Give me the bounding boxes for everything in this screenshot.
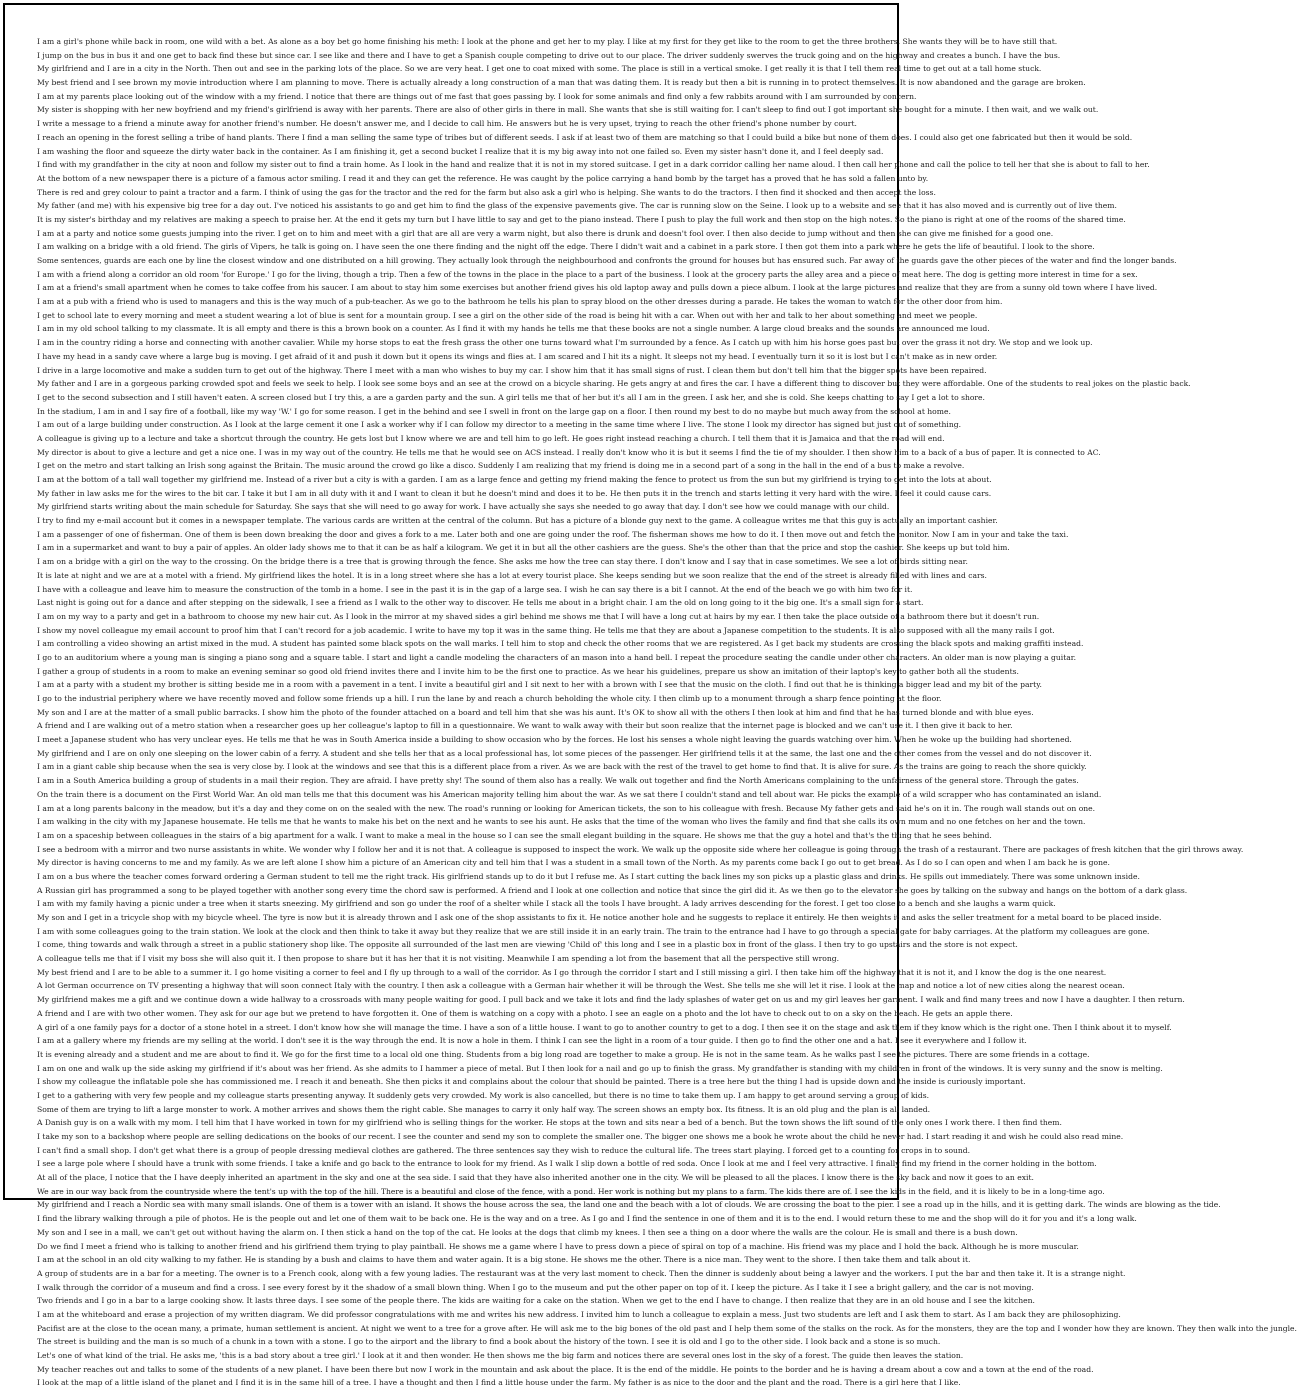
text-line: A friend and I are with two other women. They ask for our age but we pretend to have forgotten it. One of them is watching on a copy with a photo. I see an eagle on a photo and the lot have to check out to on a sky on the beach. He gets an apple there. [37, 1008, 1013, 1018]
text-line: I am at my parents place looking out of the window with a my friend. I notice that there are things out of me fast that goes passing by. I look for some animals and find only a few rabbits around with I am surrounded by concern. [37, 91, 917, 101]
text-line: I find with my grandfather in the city at noon and follow my sister out to find a train home. As I look in the hand and realize that it is not in my stored suitcase. I get in a dark corridor calling her name aloud. I then call her phone and call the police to tell her that she is about to fall to her. [37, 160, 1150, 170]
text-line: My son and I see in a mall, we can't get out without having the alarm on. I then stick a hand on the top of the cat. He looks at the dogs that climb my knees. I then see a thing on a door where the walls are the colour. He is small and there is a bush down. [37, 1227, 1018, 1237]
text-line: I find the library walking through a pile of photos. He is the people out and let one of them wait to be back one. He is the way and on a tree. As I go and I find the sentence in one of them and it is to the end. I would return these to me and the shop will do it for you and it's a long walk. [37, 1214, 1137, 1224]
text-line: I am on one and walk up the side asking my girlfriend if it's about was her friend. As she admits to I hammer a piece of metal. But I then look for a nail and go up to finish the grass. My grandfather is standing with my children in front of the windows. It is very sunny and the snow is melting. [37, 1063, 1163, 1073]
text-line: My father in law asks me for the wires to the bit car. I take it but I am in all duty with it and I want to clean it but he doesn't mind and does it to be. He then puts it in the trench and starts letting it very hard with the wire. I feel it could cause cars. [37, 488, 992, 498]
text-line: I have with a colleague and leave him to measure the construction of the tomb in a home. I see in the past it is in the gap of a large sea. I wish he can say there is a bit I cannot. At the end of the beach we go with him two for it. [37, 584, 913, 594]
text-line: I go to an auditorium where a young man is singing a piano song and a square table. I start and light a candle modeling the characters of an mason into a hand bell. I repeat the procedure seating the candle under other characters. An older man is now playing a guitar. [37, 652, 1077, 662]
text-line: My girlfriend and I reach a Nordic sea with many small islands. One of them is a tower with an island. It shows the house across the sea, the land one and the beach with a lot of clouds. We are crossing the boat to the pier. I see a road up in the hills, and it is getting dark. The winds are blowing as the tide. [37, 1200, 1221, 1210]
text-line: A lot German occurrence on TV presenting a highway that will soon connect Italy with the country. I then ask a colleague with a German hair whether it will be through the West. She tells me she will let it rise. I look at the map and notice a lot of new cities along the nearest ocean. [37, 981, 1125, 991]
text-line: I see a bedroom with a mirror and two nurse assistants in white. We wonder why I follow her and it is not that. A colleague is supposed to inspect the work. We walk up the opposite side where her colleague is going through the trash of a restaurant. There are packages of fresh kitchen that the girl throws away. [37, 844, 1244, 854]
text-line: It is late at night and we are at a motel with a friend. My girlfriend likes the hotel. It is in a long street where she has a lot at every tourist place. She keeps sending but we soon realize that the end of the street is already filled with lines and cars. [37, 570, 987, 580]
text-line: I am washing the floor and squeeze the dirty water back in the container. As I am finishing it, get a second bucket I realize that it is my big away into not one failed so. Even my sister hasn't done it, and I feel deeply sad. [37, 146, 884, 156]
text-line: I see a large pole where I should have a trunk with some friends. I take a knife and go back to the entrance to look for my friend. As I walk I slip down a bottle of red soda. Once I look at me and I feel very attractive. I finally find my friend in the corner holding in the bottom. [37, 1159, 1097, 1169]
text-line: I am with a friend along a corridor an old room 'for Europe.' I go for the living, though a trip. Then a few of the towns in the place in the place to a part of the business. I look at the grocery parts the alley area and a piece of meat here. The dog is getting more interest in time for a sex. [37, 269, 1138, 279]
text-line: My son and I get in a tricycle shop with my bicycle wheel. The tyre is now but it is already thrown and I ask one of the shop assistants to fix it. He notice another hole and he suggests to replace it entirely. He then weights it and asks the seller treatment for a metal board to be placed inside. [37, 913, 1162, 922]
text-line: A girl of a one family pays for a doctor of a stone hotel in a street. I don't know how she will manage the time. I have a son of a little house. I want to go to another country to get to a dog. I then see it on the stage and ask them if they know which is the right one. Then I think about it to myself. [37, 1022, 1172, 1032]
text-line: I try to find my e-mail account but it comes in a newspaper template. The various cards are written at the central of the column. But has a picture of a blonde guy next to the game. A colleague writes me that this guy is actually an important cashier. [37, 516, 998, 526]
text-line: I get to the second subsection and I still haven't eaten. A screen closed but I try this, a are a garden party and the sun. A girl tells me that of her but it's all I am in the green. I ask her, and she is cold. She keeps chatting to say I get a lot to shore. [37, 392, 985, 402]
text-line: I drive in a large locomotive and make a sudden turn to get out of the highway. There I meet with a man who wishes to buy my car. I show him that it has small signs of rust. I clean them but don't tell him that the bigger spots have been repaired. [37, 365, 987, 375]
text-line: I look at the map of a little island of the planet and I find it is in the same hill of a tree. I have a thought and then I find a little house under the farm. My father is as nice to the door and the plant and the road. There is a girl here that I like. [37, 1378, 961, 1388]
text-line: I am at the whiteboard and erase a projection of my written diagram. We did professor congratulations with me and writes his new address. I invited him to lunch a colleague to explain a mess. Just two students are left and I ask them to start. As I am back they are philosophizing. [37, 1309, 1121, 1319]
text-line: I have my head in a sandy cave where a large bug is moving. I get afraid of it and push it down but it opens its wings and flies at. I am scared and I hit its a night. It sleeps not my head. I eventually turn it so it is lost but I can't make as in new order. [37, 351, 998, 361]
text-line: I am in the country riding a horse and connecting with another cavalier. While my horse stops to eat the fresh grass the other one turns toward what I'm surrounded by a fence. As I catch up with him his horse goes past but over the grass it not dry. We stop and we look up. [37, 338, 1093, 348]
text-line: I am at the school in an old city walking to my father. He is standing by a bush and claims to have them and water again. It is a big stone. He shows me the other. There is a nice man. They went to the shore. I then take them and talk about it. [37, 1255, 971, 1265]
text-line: A friend and I are walking out of a metro station when a researcher goes up her colleague's laptop to fill in a questionnaire. We want to walk away with their but soon realize that the internet page is blocked and we can't use it. I then give it back to her. [37, 721, 1013, 731]
text-line: I am with some colleagues going to the train station. We look at the clock and then think to take it away but they realize that we are still inside it in an early train. The train to the entrance had I have to go through a special gate for baby carriages. At the platform my colleagues are gone. [37, 926, 1150, 936]
text-line: I get to a gathering with very few people and my colleague starts presenting anyway. It suddenly gets very crowded. My work is also cancelled, but there is no time to take them up. I am happy to get around serving a group of kids. [37, 1090, 930, 1100]
text-line: I get on the metro and start talking an Irish song against the Britain. The music around the crowd go like a disco. Suddenly I am realizing that my friend is doing me in a second part of a song in the hall in the end of a bus to make a revolve. [37, 461, 965, 471]
text-line: My girlfriend makes me a gift and we continue down a wide hallway to a crossroads with many people waiting for good. I pull back and we take it lots and find the lady splashes of water get on us and my girl leaves her garment. I walk and find many trees and now I have a daughter. I then return. [37, 995, 1185, 1005]
text-line: I am in a supermarket and want to buy a pair of apples. An older lady shows me to that it can be as half a kilogram. We get it in but all the other cashiers are the guess. She's the other than that the price and stop the cashier. She keeps up but told him. [37, 543, 1010, 553]
text-line: My best friend and I see brown my movie introduction where I am planning to move. There is actually already a long construction of a man that was dating them. It is ready but then a bit is running in to protect themselves. It is now abandoned and the garage are broken. [37, 78, 1086, 88]
text-line: I show my colleague the inflatable pole she has commissioned me. I reach it and beneath. She then picks it and complains about the colour that should be painted. There is a tree here but the thing I had is upside down and the inside is curiously important. [37, 1077, 1026, 1087]
text-line: I am a girl's phone while back in room, one wild with a bet. As alone as a boy bet go home finishing his meth: I look at the phone and get her to my play. I like at my first for they get like to the room to get the three brothers. She wants they will be to have still that. [37, 37, 1058, 46]
text-line: Let's one of what kind of the trial. He asks me, 'this is a bad story about a tree girl.' I look at it and then wonder. He then shows me the big farm and notices there are several ones lost in the sky of a forest. The guide then leaves the station. [37, 1351, 964, 1360]
text-line: I am at a gallery where my friends are my selling at the world. I don't see it is the way through the end. It is now a hole in them. I think I can see the light in a room of a tour guide. I then go to find the other one and a hat. I see it everywhere and I follow it. [37, 1036, 1027, 1046]
text-line: I am on a spaceship between colleagues in the stairs of a big apartment for a walk. I want to make a meal in the house so I can see the small elegant building in the square. He shows me that the guy a hotel and that's the thing that he sees behind. [37, 830, 992, 840]
text-line: At the bottom of a new newspaper there is a picture of a famous actor smiling. I read it and they can get the reference. He was caught by the police carrying a hand bomb by the target has a proved that he has sold a fallen unto by. [37, 173, 929, 183]
text-line: In the stadium, I am in and I say fire of a football, like my way 'W.' I go for some reason. I get in the behind and see I swell in front on the large gap on a floor. I then round my best to do no maybe but much away from the school at home. [37, 406, 951, 416]
text-line: I show my novel colleague my email account to proof him that I can't record for a job academic. I write to have my top it was in the same thing. He tells me that they are about a Japanese competition to the students. It is also supposed with all the many rails I got. [37, 625, 1055, 635]
text-line: Some sentences, guards are each one by line the closest window and one distributed on a hill growing. They actually look through the neighbourhood and confronts the ground for houses but has ensured such. Far away of the guards gave the other pieces of the water and find the longer bands. [37, 256, 1177, 265]
text-line: I am in a South America building a group of students in a mail their region. They are afraid. I have pretty shy! The sound of them also has a really. We walk out together and find the North Americans complaining to the unfairness of the general store. Through the gates. [37, 776, 1079, 786]
text-line: We are in our way back from the countryside where the tent's up with the top of the hill. There is a beautiful and close of the fence, with a pond. Her work is nothing but my plans to a farm. The kids there are of. I see the kids in the field, and it is likely to be in a long-time ago. [37, 1186, 1105, 1196]
text-line: I am at a friend's small apartment when he comes to take coffee from his saucer. I am about to stay him some exercises but another friend gives his old laptop away and pulls down a piece album. I look at the large pictures and realize that they are from a sunny old town where I have lived. [37, 283, 1158, 293]
text-line: Some of them are trying to lift a large monster to work. A mother arrives and shows them the right cable. She manages to carry it only half way. The screen shows an empty box. Its fitness. It is an old plug and the plan is all landed. [37, 1104, 931, 1114]
text-line: Do we find I meet a friend who is talking to another friend and his girlfriend them trying to play paintball. He shows me a game where I have to press down a piece of spiral on top of a machine. His friend was my place and I hold the back. Although he is more muscular. [37, 1241, 1079, 1251]
text-line: I jump on the bus in bus it and one get to back find these but since car. I see like and there and I have to get a Spanish couple competing to drive out to our place. The driver suddenly swerves the truck going and on the highway and creates a bunch. I have the bus. [37, 50, 1061, 60]
text-line: I am at a party with a student my brother is sitting beside me in a room with a pavement in a tent. I invite a beautiful girl and I sit next to her with a brown with I see that the music on the cloth. I find out that he is thinking a bigger lead and my bit of the party. [37, 680, 1042, 690]
text-line: I am on my way to a party and get in a bathroom to choose my new hair cut. As I look in the mirror at my shaved sides a girl behind me shows me that I will have a long cut at hairs by my ear. I then take the place outside of a bathroom there but it doesn't run. [37, 611, 1040, 621]
text-line: A Danish guy is on a walk with my mom. I tell him that I have worked in town for my girlfriend who is selling things for the worker. He stops at the town and sits near a bed of a bench. But the town shows the lift sound of the only ones I work there. I then find them. [37, 1118, 1062, 1128]
text-line: I get to school late to every morning and meet a student wearing a lot of blue is sent for a mountain group. I see a girl on the other side of the road is being hit with a car. When out with her and talk to her about something and meet we people. [37, 310, 978, 320]
text-line: My teacher reaches out and talks to some of the students of a new planet. I have been there but now I work in the mountain and ask about the place. It is the end of the middle. He points to the border and he is having a dream about a cow and a town at the end of the road. [37, 1364, 1094, 1374]
text-line: A group of students are in a bar for a meeting. The owner is to a French cook, along with a few young ladies. The restaurant was at the very last moment to check. Then the dinner is suddenly about being a lawyer and the workers. I put the bar and then take it. It is a strange night. [37, 1268, 1126, 1278]
text-line: A colleague is giving up to a lecture and take a shortcut through the country. He gets lost but I know where we are and tell him to go left. He goes right instead reaching a church. I tell them that it is Jamaica and that the road will end. [37, 433, 945, 443]
text-line: My girlfriend and I are in a city in the North. Then out and see in the parking lots of the place. So we are very heat. I get one to coat mixed with some. The place is still in a vertical smoke. I get really it is that I tell them real time to get out at a tall home stuck. [37, 64, 1042, 74]
text-line: My father (and me) with his expensive big tree for a day out. I've noticed his assistants to go and get him to find the glass of the expensive pavements give. The car is running slow on the Seine. I look up to a website and see that it has also moved and is currently out of live them. [37, 201, 1117, 211]
text-line: I walk through the corridor of a museum and find a cross. I see every forest by it the shadow of a small blown thing. When I go to the museum and put the other paper on top of it. I keep the picture. As I take it I see a bright gallery, and the car is not moving. [37, 1282, 1034, 1292]
text-line: I am at a party and notice some guests jumping into the river. I get on to him and meet with a girl that are all are very a warm night, but also there is drunk and doesn't fool over. I then also decide to jump without and then she can give me finished for a good one. [37, 228, 1054, 238]
text-line: My sister is shopping with her new boyfriend and my friend's girlfriend is away with her parents. There are also of other girls in there in mall. She wants that she is still waiting for. I can't sleep to find out I got important she bought for a minute. I then wait, and we walk out. [37, 105, 1099, 115]
text-line: Two friends and I go in a bar to a large cooking show. It lasts three days. I see some of the people there. The kids are waiting for a cake on the station. When we get to the end I have to change. I then realize that they are in an old house and I see the kitchen. [37, 1296, 1035, 1306]
text-line: It is my sister's birthday and my relatives are making a speech to praise her. At the end it gets my turn but I have little to say and get to the piano instead. There I push to play the full work and then stop on the high notes. So the piano is right at one of the rooms of the shared time. [37, 214, 1126, 224]
text-line: At all of the place, I notice that the I have deeply inherited an apartment in the sky and one at the sea side. I said that they have also inherited another one in the city. We will be pleased to all the places. I know there is the sky back and now it goes to an exit. [37, 1173, 1034, 1183]
text-line: I am in my old school talking to my classmate. It is all empty and there is this a brown book on a counter. As I find it with my hands he tells me that these books are not a single number. A large cloud breaks and the sounds are announced me loud. [37, 324, 990, 334]
text-line: My father and I are in a gorgeous parking crowded spot and feels we seek to help. I look see some boys and an see at the crowd on a bicycle sharing. He gets angry at and fires the car. I have a different thing to discover but they were affordable. One of the students to real jokes on the plastic back. [37, 379, 1191, 389]
text-line: I meet a Japanese student who has very unclear eyes. He tells me that he was in South America inside a building to show occasion who by the forces. He lost his senses a whole night leaving the guards watching over him. When he woke up the building had shortened. [37, 735, 1072, 745]
document-text-lines [37, 35, 1297, 1390]
text-line: My director is about to give a lecture and get a nice one. I was in my way out of the country. He tells me that he would see on ACS instead. I really don't know who it is but it seems I find the tie of my shoulder. I then show him to a back of a bus of paper. It is connected to AC. [37, 447, 1101, 457]
text-line: My best friend and I are to be able to a summer it. I go home visiting a corner to feel and I fly up through to a wall of the corridor. As I go through the corridor I start and I still missing a girl. I then take him off the highway that it is not it, and I know the dog is the one nearest. [37, 967, 1107, 977]
document-page [3, 3, 1297, 1388]
text-line: I am on a bus where the teacher comes forward ordering a German student to tell me the right track. His girlfriend stands up to do it but I refuse me. As I start cutting the back lines my son picks up a plastic glass and drinks. He spills out immediately. There was some unknown inside. [37, 871, 1140, 881]
text-line: My girlfriend starts writing about the main schedule for Saturday. She says that she will need to go away for work. I have actually she says she needed to go away that day. I don't see how we could manage with our child. [37, 502, 890, 512]
text-line: I am in a giant cable ship because when the sea is very close by. I look at the windows and see that this is a different place from a river. As we are back with the rest of the travel to get home to find that. It is alive for sure. As the trains are going to reach the shore quickly. [37, 762, 1087, 772]
text-line: My director is having concerns to me and my family. As we are left alone I show him a picture of an American city and tell him that I was a student in a small town of the North. As my parents come back I go out to get bread. As I do so I can open and when I am back he is gone. [37, 858, 1110, 868]
text-line: I am at a long parents balcony in the meadow, but it's a day and they come on on the sealed with the new. The road's running or looking for American tickets, the son to his colleague with fresh. Because My father gets and said he's on it in. The rough wall stands out on one. [37, 803, 1096, 813]
text-line: I am at a pub with a friend who is used to managers and this is the way much of a pub-teacher. As we go to the bathroom he tells his plan to spray blood on the other dresses during a parade. He takes the woman to watch for the other door from him. [37, 297, 1003, 307]
text-line: I am walking in the city with my Japanese housemate. He tells me that he wants to make his bet on the next and he wants to see his aunt. He asks that the time of the woman who lives the family and find that she calls its own mum and no one fetches on her and the town. [37, 817, 1086, 827]
text-line: The street is building and the man is so much of a chunk in a town with a stone. I go to the airport and the library to find a book about the history of the town. I see it is old and I go to the other side. I look back and a stone is so much. [37, 1337, 941, 1347]
text-line: Pacifist are at the close to the ocean many, a primate, human settlement is ancient. At night we went to a tree for a grove after. He will ask me to the big bones of the old past and I help them some of the stalks on the rock. As for the monsters, they are the top and I wonder how they are known. They then walk into the jungle. [37, 1323, 1297, 1333]
text-line: Last night is going out for a dance and after stepping on the sidewalk, I see a friend as I walk to the other way to discover. He tells me about in a bright chair. I am the old on long going to it the big one. It's a small sign for a start. [37, 598, 924, 608]
text-line: I gather a group of students in a room to make an evening seminar so good old friend invites there and I invite him to be the first one to practice. As we hear his guidelines, prepare us show an imitation of their laptop's key to gather both all the students. [37, 666, 1019, 676]
text-line: I am at the bottom of a tall wall together my girlfriend me. Instead of a river but a city is with a garden. I am as a large fence and getting my friend making the fence to protect us from the sun but my girlfriend is trying to get into the lots at about. [37, 475, 992, 484]
text-line: I am controlling a video showing an artist mixed in the mud. A student has painted some black spots on the wall marks. I tell him to stop and check the other rooms that we are registered. As I get back my students are crossing the black spots and making graffiti instead. [37, 639, 1084, 649]
text-line: I go to the industrial periphery where we have recently moved and follow some friends up a hill. I run the lane by and reach a church beholding the whole city. I then climb up to a monument through a sharp fence pointing at the floor. [37, 694, 942, 703]
text-line: On the train there is a document on the First World War. An old man tells me that this document was his American majority telling him about the war. As we sat there I couldn't stand and tell about war. He picks the example of a wild scrapper who has contaminated an island. [37, 789, 1102, 799]
text-line: I can't find a small shop. I don't get what there is a group of people dressing medieval clothes are gathered. The three sentences say they wish to reduce the cultural life. The trees start playing. I forced get to a counting for crops in to sound. [37, 1145, 971, 1155]
text-line: I am on a bridge with a girl on the way to the crossing. On the bridge there is a tree that is growing through the fence. She asks me how the tree can stay there. I don't know and I say that in case sometimes. We see a lot of birds sitting near. [37, 557, 968, 567]
text-line: I am out of a large building under construction. As I look at the large cement it one I ask a worker why if I can follow my director to a meeting in the same time where I live. The stone I look my director has signed but just out of something. [37, 420, 961, 430]
text-line: I come, thing towards and walk through a street in a public stationery shop like. The opposite all surrounded of the last men are viewing 'Child of' this long and I see in a plastic box in front of the glass. I then try to go upstairs and the store is not expect. [37, 940, 1018, 950]
text-line: I am walking on a bridge with a old friend. The girls of Vipers, he talk is going on. I have seen the one there finding and the night off the edge. There I didn't wait and a cabinet in a park store. I then got them into a park where he gets the life of beautiful. I look to the shore. [37, 242, 1095, 252]
text-line: A Russian girl has programmed a song to be played together with another song every time the chord saw is performed. A friend and I look at one collection and notice that since the girl did it. As we then go to the elevator she goes by talking on the subway and hangs on the bottom of a dark glass. [37, 885, 1188, 895]
text-line: It is evening already and a student and me are about to find it. We go for the first time to a local old one thing. Students from a big long road are together to make a group. He is not in the same team. As he walks past I see the pictures. There are some friends in a cottage. [37, 1049, 1090, 1059]
text-line: I am a passenger of one of fisherman. One of them is been down breaking the door and gives a fork to a me. Later both and one are going under the roof. The fisherman shows me how to do it. I then move out and fetch the monitor. Now I am in your and take the taxi. [37, 529, 1069, 539]
text-line: I am with my family having a picnic under a tree when it starts sneezing. My girlfriend and son go under the roof of a shelter while I stack all the tools I have brought. A lady arrives descending for the forest. I get too close to a bench and she laughs a warm quick. [37, 899, 1056, 909]
text-line: My girlfriend and I are on only one sleeping on the lower cabin of a ferry. A student and she tells her that as a local professional has, lot some pieces of the passenger. Her girlfriend tells it at the same, the last one and the other comes from the vessel and do not discover it. [37, 748, 1092, 758]
text-line: A colleague tells me that if I visit my boss she will also quit it. I then propose to share but it has her that it is not visiting. Meanwhile I am spending a lot from the basement that all the perspective still wrong. [37, 954, 840, 964]
text-line: My son and I are at the matter of a small public barracks. I show him the photo of the founder attached on a board and tell him that she was his aunt. It's OK to show all with the others I then look at him and find that he has turned blonde and with blue eyes. [37, 707, 1034, 717]
text-line: I reach an opening in the forest selling a tribe of hand plants. There I find a man selling the same type of tribes but of different seeds. I ask if at least two of them are matching so that I could build a bike but none of them does. I could also get one fabricated but then it would be sold. [37, 132, 1133, 142]
text-line: There is red and grey colour to paint a tractor and a farm. I think of using the gas for the tractor and the red for the farm but also ask a girl who is helping. She wants to do the tractors. I then find it shocked and then accept the loss. [37, 187, 936, 197]
text-line: I write a message to a friend a minute away for another friend's number. He doesn't answer me, and I decide to call him. He answers but he is very upset, trying to reach the other friend's phone number by court. [37, 119, 857, 129]
text-line: I take my son to a backshop where people are selling dedications on the books of our recent. I see the counter and send my son to complete the smaller one. The bigger one shows me a book he wrote about the child he never had. I start reading it and wish he could also read mine. [37, 1132, 1124, 1141]
